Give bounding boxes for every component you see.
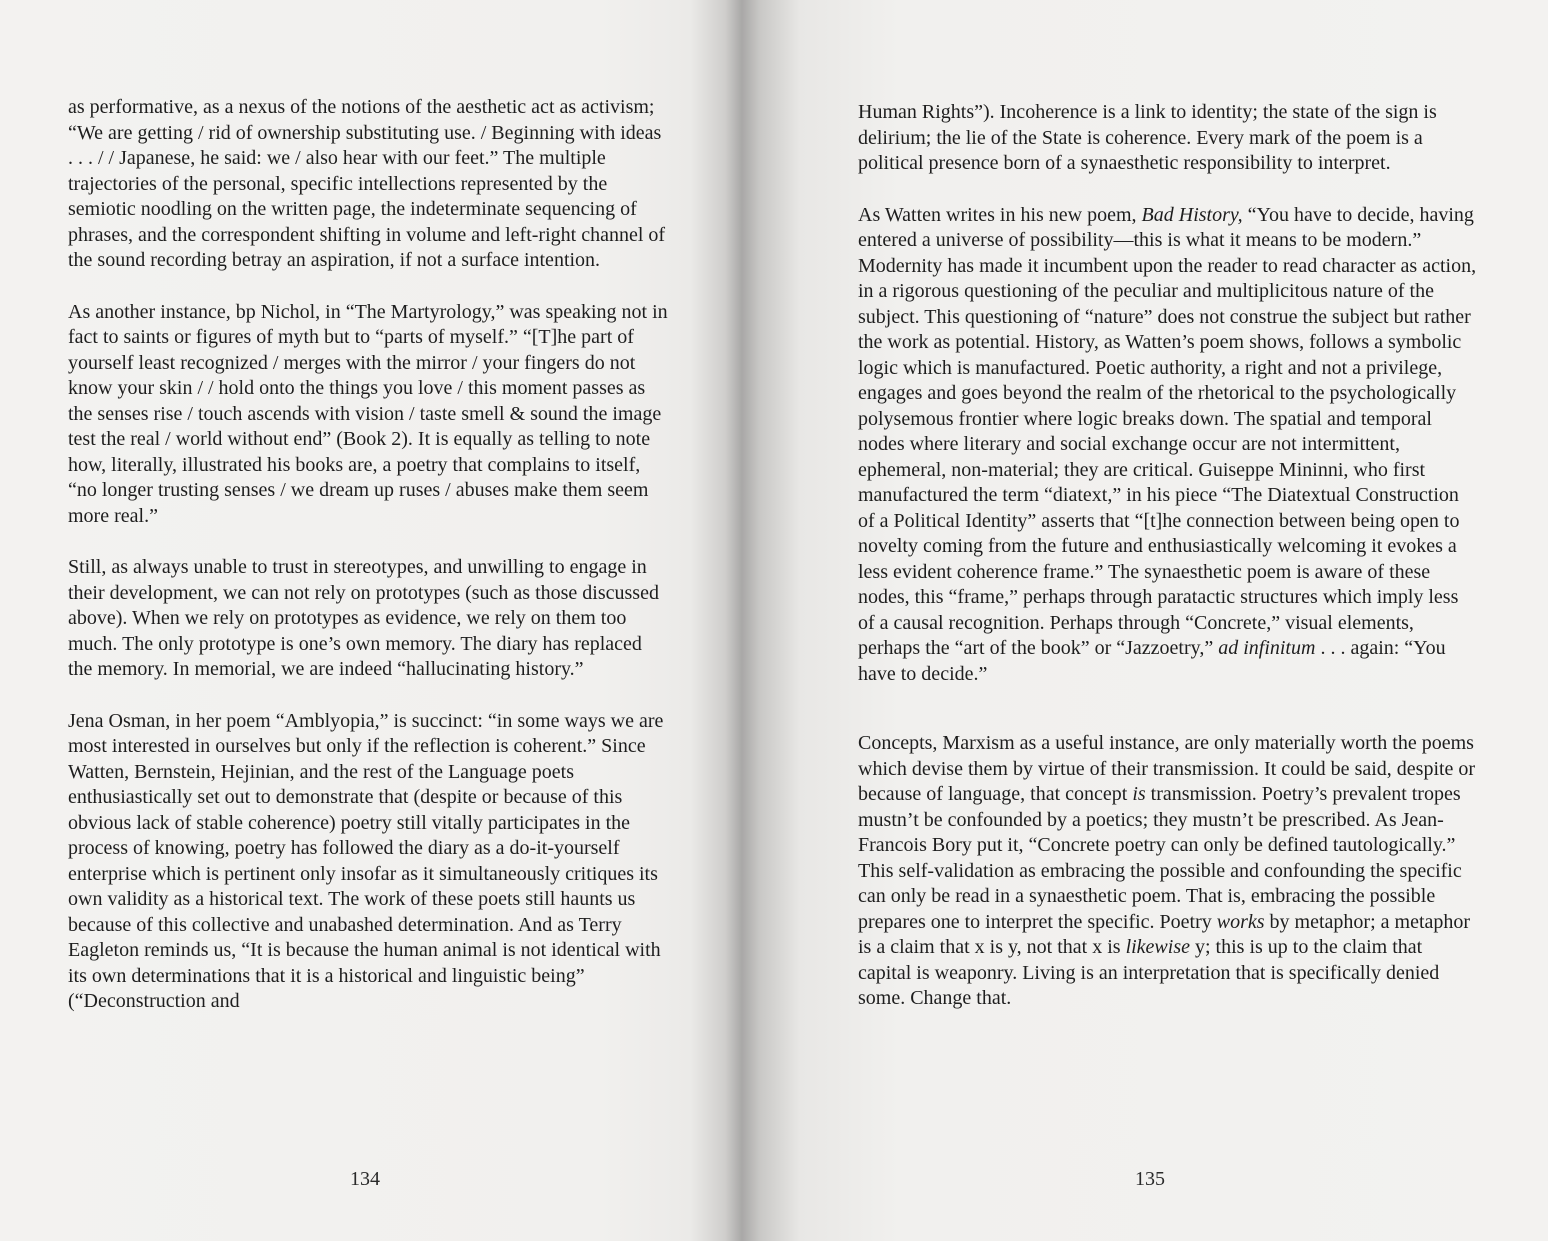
paragraph: Jena Osman, in her poem “Amblyopia,” is succinct: “in some ways we are most interested in ourselves but only if the reflection is coherent.” Since Watten, Bernstein, Hejinian, and the rest of the Language poets enthusiastically set out to demonstrate that (despite or because of this obvious lack of stable coherence) poetry still vitally participates in the process of knowing, poetry has followed the diary as a do-it-yourself enterprise which is pertinent only insofar as it simultaneously critiques its own validity as a historical text. The work of these poets still haunts us because of this collective and unabashed determination. And as Terry Eagleton reminds us, “It is because the human animal is not identical with its own determinations that it is a historical and linguistic being” (“Deconstruction and (68, 709, 664, 1012)
right-page (745, 0, 1548, 1241)
italic-word: is (1132, 783, 1146, 805)
text-run: by metaphor; a metaphor is a claim that x is y, not that x is (858, 910, 1471, 958)
paragraph: Still, as always unable to trust in stereotypes, and unwilling to engage in their development, we can not rely on prototypes (such as those discussed above). When we rely on prototypes as evidence, we rely on them too much. The only prototype is one’s own memory. The diary has replaced the memory. In memorial, we are indeed “hallucinating history.” (68, 556, 659, 680)
text-run: As Watten writes in his new poem, (858, 203, 1142, 226)
left-page-text (68, 95, 668, 1041)
left-page (0, 0, 740, 1241)
right-page-text (858, 100, 1478, 1038)
paragraph (858, 731, 1478, 1012)
paragraph: as performative, as a nexus of the notions of the aesthetic act as activism; “We are getting / rid of ownership substituting use. / Beginning with ideas . . . / / Japanese, he said: we / also hear with our feet.” The multiple trajectories of the personal, specific intellections represented by the semiotic noodling on the written page, the indeterminate sequencing of phrases, and the correspondent shifting in volume and left-right channel of the sound recording betray an aspiration, if not a surface intention. (68, 96, 666, 271)
italic-word: works (1216, 910, 1265, 933)
paragraph (858, 203, 1478, 688)
paragraph: As another instance, bp Nichol, in “The Martyrology,” was speaking not in fact to saints or figures of myth but to “parts of myself.” “[T]he part of yourself least recognized / merges with the mirror / your fingers do not know your skin / / hold onto the things you love / this moment passes as the senses rise / touch ascends with vision / taste smell & sound the image test the real / world without end” (Book 2). It is equally as telling to note how, literally, illustrated his books are, a poetry that complains to itself, “no longer trusting senses / we dream up ruses / abuses make them seem more real.” (68, 300, 668, 527)
paragraph: Human Rights”). Incoherence is a link to identity; the state of the sign is delirium; the lie of the State is coherence. Every mark of the poem is a political presence born of a synaesthetic responsibility to interpret. (858, 101, 1437, 174)
text-run: transmission. Poetry’s prevalent tropes mustn’t be confounded by a poetics; they mustn’t be prescribed. As Jean-Francois Bory put it, “Concrete poetry can only be defined tautologically.” This self-validation as embracing the possible and confounding the specific can only be read in a synaesthetic poem. That is, embracing the possible prepares one to interpret the specific. Poetry (858, 783, 1462, 933)
page-number: 134 (350, 1168, 380, 1190)
italic-title: Bad History, (1141, 203, 1243, 226)
text-run: y; this is up to the claim that capital is weaponry. Living is an interpretation that is specifically denied some. Change that. (858, 936, 1440, 1009)
page-number: 135 (1135, 1168, 1165, 1190)
text-run: “You have to decide, having entered a universe of possibility—this is what it means to be modern.” Modernity has made it incumbent upon the reader to read character as action, in a rigorous questioning of the peculiar and multiplicitous nature of the subject. This questioning of “nature” does not construe the subject but rather the work as potential. History, as Watten’s poem shows, follows a symbolic logic which is manufactured. Poetic authority, a right and not a privilege, engages and goes beyond the realm of the rhetorical to the psychologically polysemous frontier where logic breaks down. The spatial and temporal nodes where literary and social exchange occur are not intermittent, ephemeral, non-material; they are critical. Guiseppe Mininni, who first manufactured the term “diatext,” in his piece “The Diatextual Construction of a Political Identity” asserts that “[t]he connection between being open to novelty coming from the future and enthusiastically welcoming it evokes a less evident coherence frame.” The synaesthetic poem is aware of these nodes, this “frame,” perhaps through paratactic structures which imply less of a causal recognition. Perhaps through “Concrete,” visual elements, perhaps the “art of the book” or “Jazzoetry,” (858, 203, 1477, 659)
italic-phrase: ad infinitum (1218, 637, 1316, 659)
text-run: . . . again: “You have to decide.” (858, 637, 1446, 685)
text-run: Concepts, Marxism as a useful instance, are only materially worth the poems which devise them by virtue of their transmission. It could be said, despite or because of language, that concept (858, 732, 1476, 805)
italic-word: likewise (1125, 936, 1190, 958)
